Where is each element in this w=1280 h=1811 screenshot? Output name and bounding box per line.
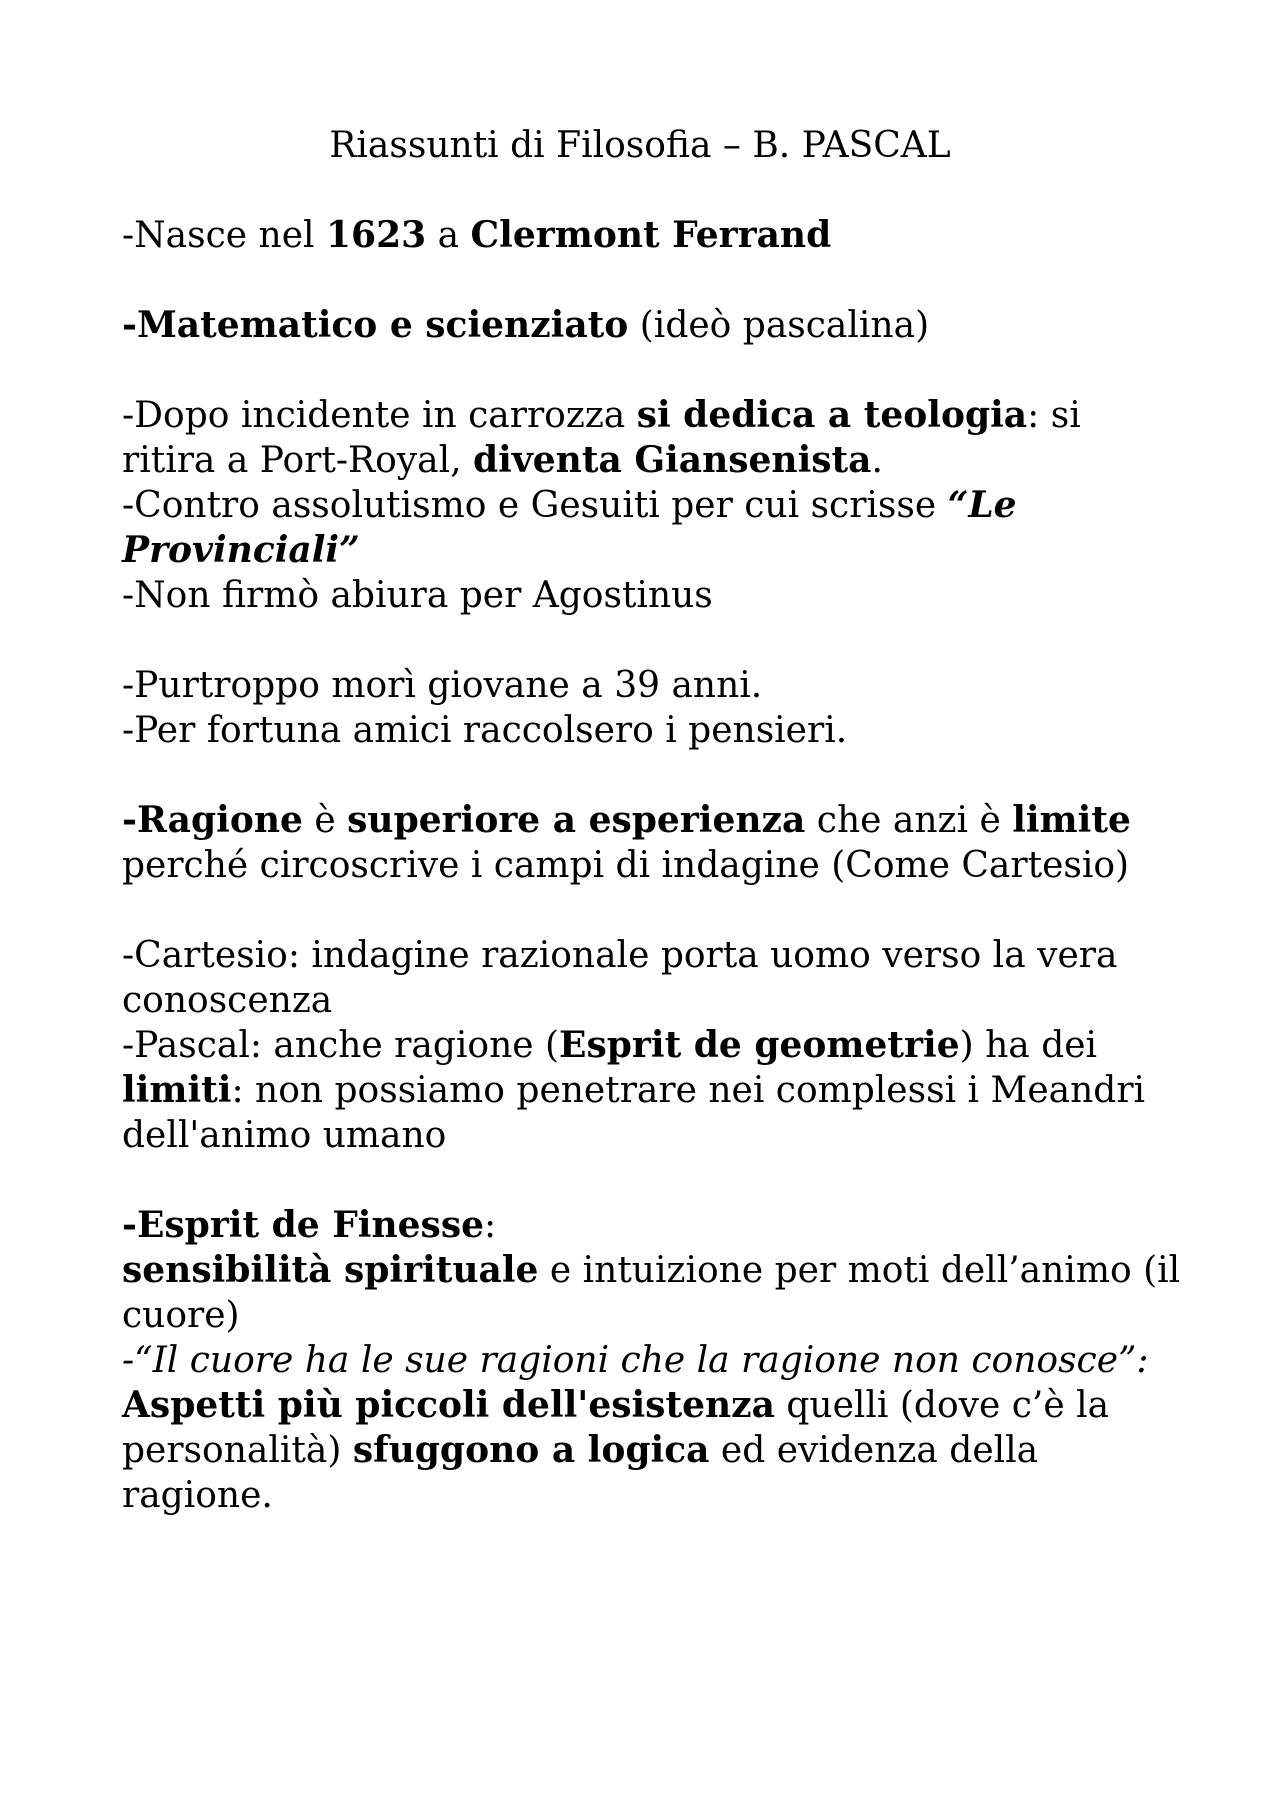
provinciali-title: “Le Provinciali”	[122, 484, 1017, 571]
finesse-heading: -Esprit de Finesse:	[122, 1204, 497, 1246]
death-paragraph: -Purtroppo morì giovane a 39 anni.	[122, 665, 763, 706]
agostinus-paragraph: -Non firmò abiura per Agostinus	[122, 575, 713, 616]
birth-place: Clermont Ferrand	[470, 214, 832, 256]
spacer	[122, 753, 1182, 798]
profession-paragraph: -Matematico e scienziato (ideò pascalina)	[122, 304, 930, 346]
finesse-paragraph: sensibilità spirituale e intuizione per moti dell’animo (il cuore)	[122, 1249, 1181, 1336]
thoughts-paragraph: -Per fortuna amici raccolsero i pensieri.	[122, 710, 848, 751]
birth-paragraph: -Nasce nel 1623 a Clermont Ferrand	[122, 214, 832, 256]
document-title: Riassunti di Filosofia – B. PASCAL	[329, 125, 951, 166]
spacer	[122, 1158, 1182, 1203]
provinciali-paragraph: -Contro assolutismo e Gesuiti per cui scrisse “Le Provinciali”	[122, 484, 1017, 571]
document-body	[122, 213, 1182, 1518]
spacer	[122, 888, 1182, 933]
spacer	[122, 258, 1182, 303]
theology-paragraph: -Dopo incidente in carrozza si dedica a teologia: si ritira a Port-Royal, diventa Giansenista.	[122, 394, 1081, 481]
reason-paragraph: -Ragione è superiore a esperienza che anzi è limite perché circoscrive i campi di indagine (Come Cartesio)	[122, 799, 1131, 886]
aspects-paragraph: Aspetti più piccoli dell'esistenza quelli (dove c’è la personalità) sfuggono a logica ed evidenza della ragione.	[122, 1384, 1110, 1516]
cartesio-paragraph: -Cartesio: indagine razionale porta uomo verso la vera conoscenza	[122, 935, 1118, 1021]
pascal-paragraph: -Pascal: anche ragione (Esprit de geometrie) ha dei limiti: non possiamo penetrare nei complessi i Meandri dell'animo umano	[122, 1024, 1146, 1156]
spacer	[122, 618, 1182, 663]
birth-year: 1623	[325, 214, 427, 256]
spacer	[122, 348, 1182, 393]
quote-paragraph: -“Il cuore ha le sue ragioni che la ragione non conosce”:	[122, 1340, 1149, 1381]
